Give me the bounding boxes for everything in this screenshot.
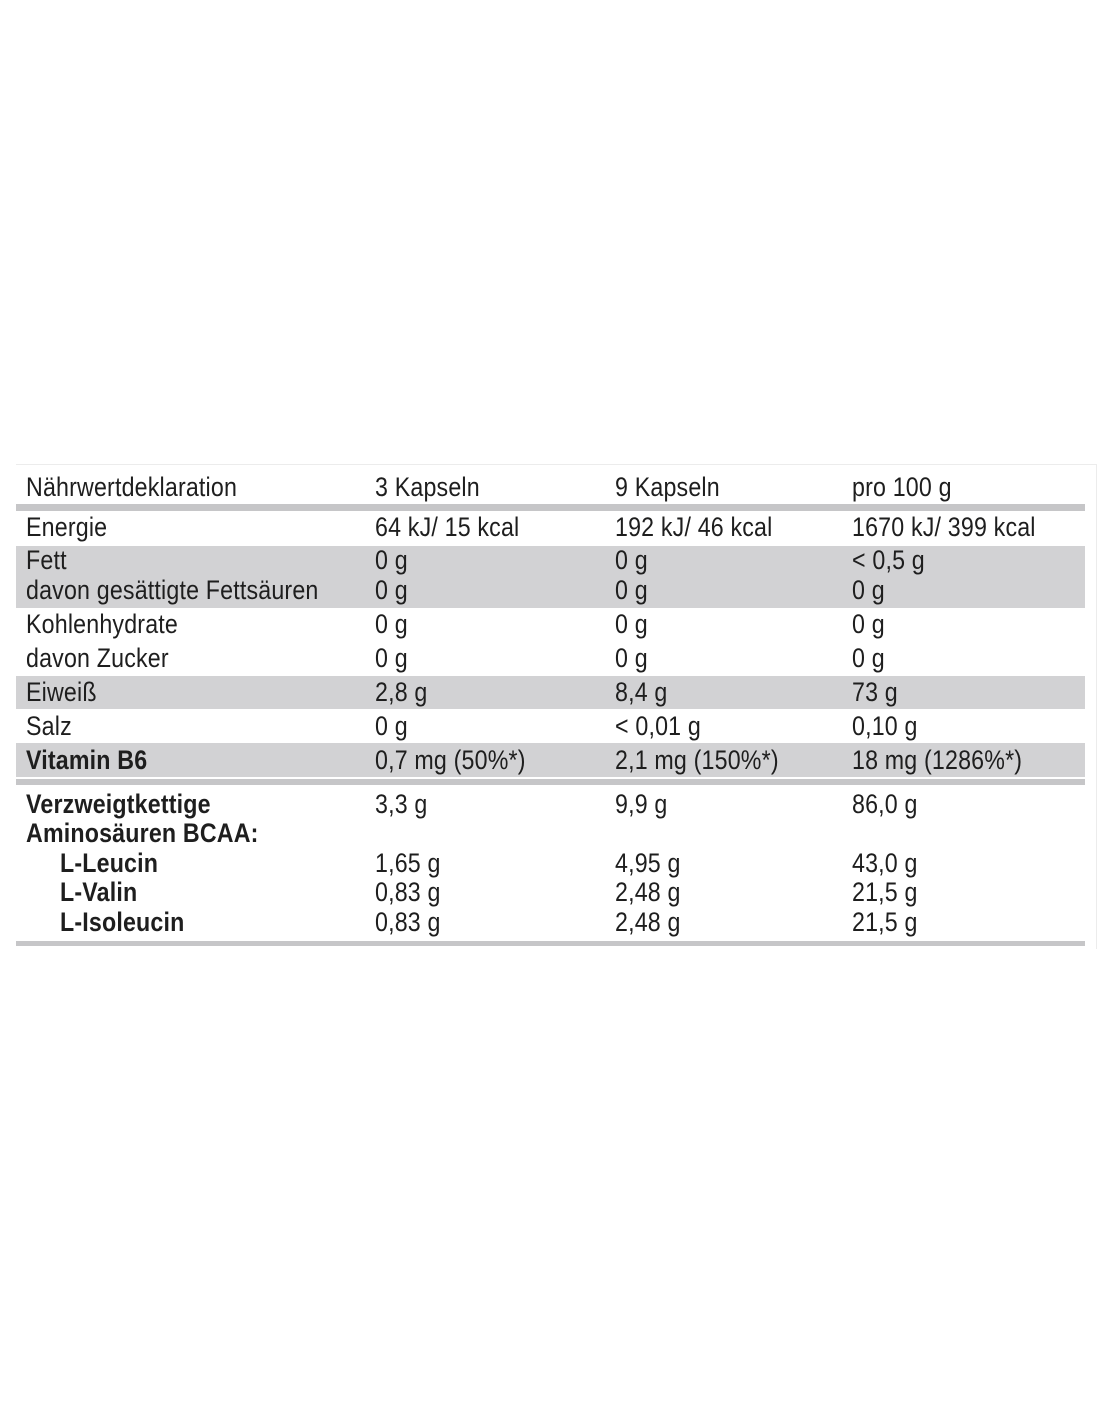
row-label: L-Valin bbox=[60, 877, 138, 907]
row-value-col1: 0,7 mg (50%*) bbox=[375, 745, 526, 775]
row-value-col1: 0 g bbox=[375, 575, 408, 605]
row-value-col3: 43,0 g bbox=[852, 848, 918, 878]
row-value-col1: 64 kJ/ 15 kcal bbox=[375, 512, 520, 542]
row-value-col3: 1670 kJ/ 399 kcal bbox=[852, 512, 1036, 542]
row-value-col1: 0 g bbox=[375, 609, 408, 639]
row-value-col3: 0 g bbox=[852, 575, 885, 605]
row-value-col2: 2,48 g bbox=[615, 907, 681, 937]
row-value-col1: 3,3 g bbox=[375, 789, 428, 819]
row-label: Kohlenhydrate bbox=[26, 609, 178, 639]
row-value-col3: 21,5 g bbox=[852, 877, 918, 907]
row-label: davon gesättigte Fettsäuren bbox=[26, 575, 319, 605]
bottom-rule bbox=[16, 941, 1085, 946]
row-value-col2: 9,9 g bbox=[615, 789, 668, 819]
row-value-col1: 1,65 g bbox=[375, 848, 441, 878]
header-rule bbox=[16, 504, 1085, 511]
row-value-col2: 0 g bbox=[615, 575, 648, 605]
row-value-col1: 0 g bbox=[375, 643, 408, 673]
row-value-col2: 0 g bbox=[615, 643, 648, 673]
bcaa-label-line1: Verzweigtkettige bbox=[26, 789, 211, 819]
bcaa-label-line2: Aminosäuren BCAA: bbox=[26, 818, 259, 848]
row-value-col2: 4,95 g bbox=[615, 848, 681, 878]
row-value-col2: 2,1 mg (150%*) bbox=[615, 745, 779, 775]
row-value-col2: < 0,01 g bbox=[615, 711, 701, 741]
row-value-col3: 86,0 g bbox=[852, 789, 918, 819]
bcaa-rule bbox=[16, 779, 1085, 785]
row-value-col3: 0,10 g bbox=[852, 711, 918, 741]
row-value-col2: 2,48 g bbox=[615, 877, 681, 907]
header-col-3-capsules: 3 Kapseln bbox=[375, 472, 480, 502]
row-value-col1: 0,83 g bbox=[375, 907, 441, 937]
row-value-col2: 8,4 g bbox=[615, 677, 668, 707]
row-value-col1: 2,8 g bbox=[375, 677, 428, 707]
shade-eiweiss-band bbox=[16, 676, 1085, 709]
nutrition-table bbox=[16, 464, 1097, 949]
row-value-col2: 0 g bbox=[615, 545, 648, 575]
row-value-col1: 0,83 g bbox=[375, 877, 441, 907]
row-value-col3: 0 g bbox=[852, 609, 885, 639]
row-label: L-Leucin bbox=[60, 848, 159, 878]
header-label: Nährwertdeklaration bbox=[26, 472, 238, 502]
row-label: Energie bbox=[26, 512, 108, 542]
row-value-col3: 0 g bbox=[852, 643, 885, 673]
row-value-col3: 21,5 g bbox=[852, 907, 918, 937]
row-label: Vitamin B6 bbox=[26, 745, 148, 775]
row-label: L-Isoleucin bbox=[60, 907, 185, 937]
row-label: Eiweiß bbox=[26, 677, 97, 707]
row-value-col2: 192 kJ/ 46 kcal bbox=[615, 512, 773, 542]
row-value-col3: < 0,5 g bbox=[852, 545, 925, 575]
row-label: Fett bbox=[26, 545, 67, 575]
row-value-col1: 0 g bbox=[375, 545, 408, 575]
row-value-col1: 0 g bbox=[375, 711, 408, 741]
row-value-col3: 18 mg (1286%*) bbox=[852, 745, 1023, 775]
row-value-col3: 73 g bbox=[852, 677, 898, 707]
row-value-col2: 0 g bbox=[615, 609, 648, 639]
row-label: Salz bbox=[26, 711, 72, 741]
row-label: davon Zucker bbox=[26, 643, 169, 673]
header-col-9-capsules: 9 Kapseln bbox=[615, 472, 720, 502]
header-col-per-100g: pro 100 g bbox=[852, 472, 952, 502]
